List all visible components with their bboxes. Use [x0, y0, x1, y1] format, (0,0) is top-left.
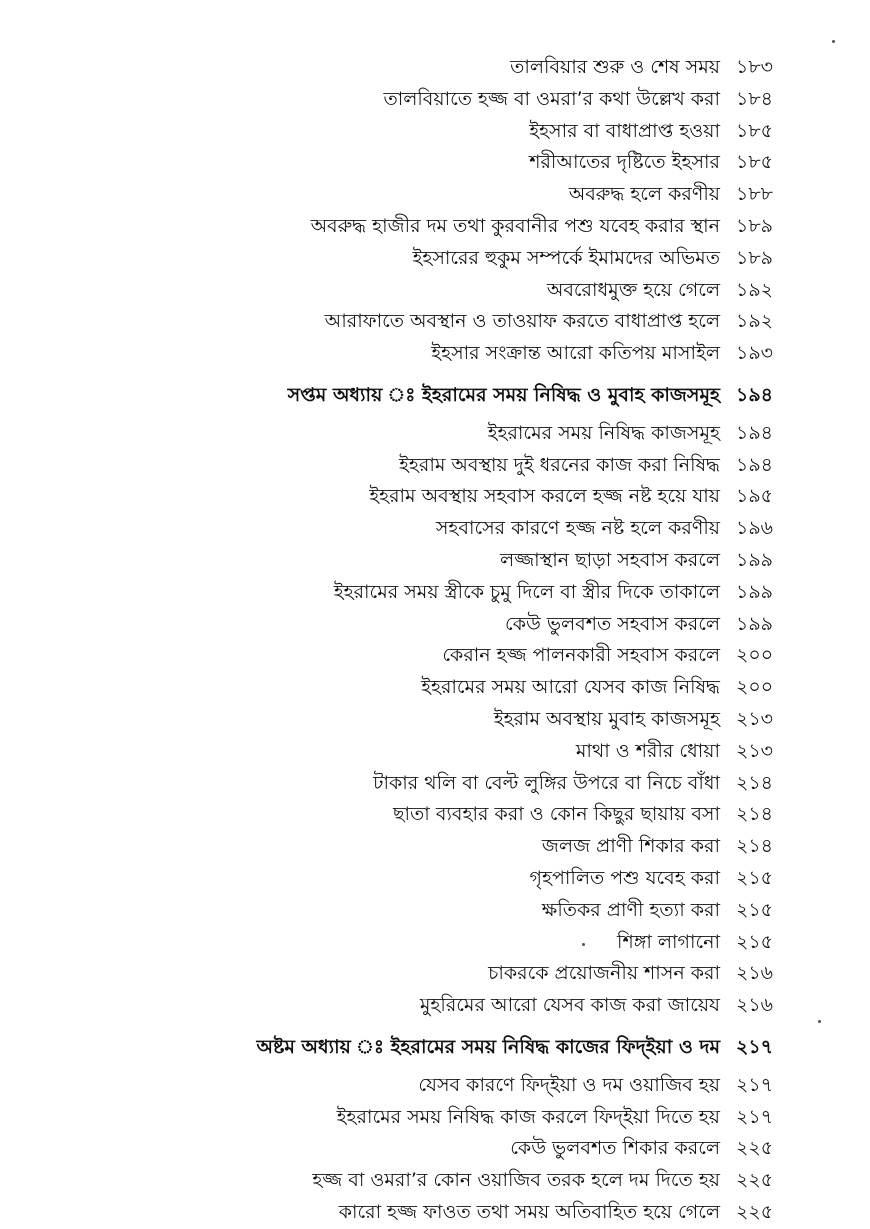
toc-entry-row [90, 1102, 802, 1134]
toc-entry-row [90, 84, 802, 116]
toc-entry-row [90, 895, 802, 927]
chapter-title: সপ্তম অধ্যায় ঃ ইহরামের সময় নিষিদ্ধ ও মুবাহ কাজসমূহ [287, 383, 720, 406]
page-number: ১৯৩ [736, 342, 774, 365]
toc-entry-row [90, 545, 802, 577]
page-number: ১৮৫ [736, 151, 773, 174]
page-number: ২১৪ [736, 771, 774, 794]
entry-title: মুহরিমের আরো যেসব কাজ করা জায়েয [419, 994, 720, 1017]
page-number: ১৯২ [736, 278, 774, 301]
page-number: ২২৫ [736, 1169, 774, 1192]
entry-title: ইহরাম অবস্থায় মুবাহ কাজসমূহ [493, 707, 720, 730]
toc-entry-row [90, 418, 802, 450]
toc-entry-row [90, 243, 802, 275]
toc-entry-row [90, 768, 802, 800]
toc-entry-row [90, 704, 802, 736]
toc-entry-row [90, 450, 802, 482]
entry-title: কারো হজ্জ ফাওত তথা সময় অতিবাহিত হয়ে গেলে [338, 1200, 720, 1223]
toc-entry-row [90, 275, 802, 307]
toc-entry-row [90, 799, 802, 831]
entry-title: ইহরাম অবস্থায় সহবাস করলে হজ্জ নষ্ট হয়ে যায় [369, 485, 720, 508]
page-number: ১৯৯ [736, 548, 773, 571]
page-number: ২১৭ [736, 1035, 774, 1058]
page-number: ১৯৬ [736, 517, 774, 540]
entry-title: ইহরামের সময় আরো যেসব কাজ নিষিদ্ধ [421, 676, 720, 699]
toc-entry-row [90, 736, 802, 768]
entry-title: শিঙ্গা লাগানো [617, 930, 720, 953]
entry-title: চাকরকে প্রয়োজনীয় শাসন করা [488, 962, 720, 985]
entry-title: আরাফাতে অবস্থান ও তাওয়াফ করতে বাধাপ্রাপ্ত হলে [324, 310, 720, 333]
toc-entry-row [90, 306, 802, 338]
toc-entry-row [90, 1070, 802, 1102]
toc-entry-row [90, 1165, 802, 1197]
toc-entry-row [90, 958, 802, 990]
entry-title: ইহরাম অবস্থায় দুই ধরনের কাজ করা নিষিদ্ধ [399, 453, 720, 476]
entry-title: লজ্জাস্থান ছাড়া সহবাস করলে [500, 548, 720, 571]
entry-title: সহবাসের কারণে হজ্জ নষ্ট হলে করণীয় [435, 517, 720, 540]
entry-title: জলজ প্রাণী শিকার করা [541, 835, 720, 858]
page-number: ২১৫ [736, 930, 774, 953]
page-number: ২১৪ [736, 835, 774, 858]
chapter-heading-row [90, 380, 802, 412]
entry-title: তালবিয়ার শুরু ও শেষ সময় [510, 56, 720, 78]
page-number: ১৯৯ [736, 612, 773, 635]
toc-entry-row [90, 513, 802, 545]
toc-entry-row [90, 481, 802, 513]
page-number: ২১৪ [736, 803, 774, 826]
toc-entry-row [90, 640, 802, 672]
toc-entry-row [90, 927, 802, 959]
entry-title: শরীআতের দৃষ্টিতে ইহসার [529, 151, 720, 174]
entry-title: ইহরামের সময় নিষিদ্ধ কাজসমূহ [487, 421, 720, 444]
entry-title: ইহসার সংক্রান্ত আরো কতিপয় মাসাইল [431, 342, 720, 365]
page-number: ২১৫ [736, 866, 774, 889]
toc-entry-row [90, 609, 802, 641]
toc-entry-row [90, 116, 802, 148]
page-number: ২১৬ [736, 994, 774, 1017]
toc-entry-row [90, 990, 802, 1022]
entry-title: অবরুদ্ধ হলে করণীয় [568, 183, 720, 206]
entry-title: অবরুদ্ধ হাজীর দম তথা কুরবানীর পশু যবেহ করার স্থান [310, 214, 720, 237]
page-number: ২১৩ [736, 707, 774, 730]
toc-entry-row [90, 338, 802, 370]
toc-entry-row [90, 831, 802, 863]
entry-title: ছাতা ব্যবহার করা ও কোন কিছুর ছায়ায় বসা [392, 803, 720, 826]
page-number: ১৯৫ [736, 485, 773, 508]
entry-title: তালবিয়াতে হজ্জ বা ওমরা’র কথা উল্লেখ করা [383, 87, 720, 110]
entry-title: মাথা ও শরীর ধোয়া [575, 739, 720, 762]
page-number: ১৮৫ [736, 119, 773, 142]
toc-entry-row [90, 1197, 802, 1229]
page-number: ২১৭ [736, 1073, 774, 1096]
toc-entry-row [90, 147, 802, 179]
page-number: ২২৫ [736, 1137, 774, 1160]
page-number: ২১৭ [736, 1105, 774, 1128]
entry-title: কেরান হজ্জ পালনকারী সহবাস করলে [442, 644, 720, 667]
entry-title: অবরোধমুক্ত হয়ে গেলে [546, 278, 720, 301]
entry-title: গৃহপালিত পশু যবেহ করা [529, 866, 720, 889]
toc-entry-row [90, 1133, 802, 1165]
chapter-heading-row [90, 1032, 802, 1064]
entry-title: কেউ ভুলবশত শিকার করলে [510, 1137, 720, 1160]
paper-speck [818, 1020, 821, 1023]
page-number: ১৯৯ [736, 580, 773, 603]
page-number: ১৯৪ [736, 383, 773, 406]
page-number: ২১৬ [736, 962, 774, 985]
entry-title: ইহরামের সময় নিষিদ্ধ কাজ করলে ফিদ্ইয়া দিতে হয় [336, 1105, 720, 1128]
page-number: ১৮৮ [736, 183, 773, 206]
entry-title: ইহসারের হুকুম সম্পর্কে ইমামদের অভিমত [412, 246, 720, 269]
page-number: ১৯৪ [736, 453, 773, 476]
entry-title: কেউ ভুলবশত সহবাস করলে [504, 612, 720, 635]
toc-entry-row [90, 211, 802, 243]
page-number: ২২৫ [736, 1200, 774, 1223]
page-number: ১৮৩ [736, 56, 774, 78]
page-number: ২১৫ [736, 898, 774, 921]
page-number: ২০০ [736, 644, 774, 667]
page-number: ১৯২ [736, 310, 774, 333]
page-number: ১৯৪ [736, 421, 773, 444]
entry-title: ইহরামের সময় স্ত্রীকে চুমু দিলে বা স্ত্রীর দিকে তাকালে [333, 580, 720, 603]
toc-entry-row [90, 179, 802, 211]
table-of-contents [90, 52, 802, 1229]
entry-title: যেসব কারণে ফিদ্ইয়া ও দম ওয়াজিব হয় [418, 1073, 720, 1096]
toc-entry-row [90, 672, 802, 704]
entry-title: হজ্জ বা ওমরা’র কোন ওয়াজিব তরক হলে দম দিতে হয় [312, 1169, 720, 1192]
page-number: ১৮৯ [736, 214, 773, 237]
toc-entry-row [90, 863, 802, 895]
entry-title: ক্ষতিকর প্রাণী হত্যা করা [541, 898, 720, 921]
entry-title: ইহসার বা বাধাপ্রাপ্ত হওয়া [529, 119, 720, 142]
toc-entry-row [90, 577, 802, 609]
entry-title: টাকার থলি বা বেল্ট লুঙ্গির উপরে বা নিচে বাঁধা [373, 771, 720, 794]
chapter-title: অষ্টম অধ্যায় ঃ ইহরামের সময় নিষিদ্ধ কাজের ফিদ্ইয়া ও দম [256, 1035, 720, 1058]
page-number: ১৮৪ [736, 87, 773, 110]
paper-speck [832, 40, 835, 43]
page-number: ২০০ [736, 676, 774, 699]
page-number: ১৮৯ [736, 246, 773, 269]
toc-entry-row [90, 52, 802, 84]
page-number: ২১৩ [736, 739, 774, 762]
